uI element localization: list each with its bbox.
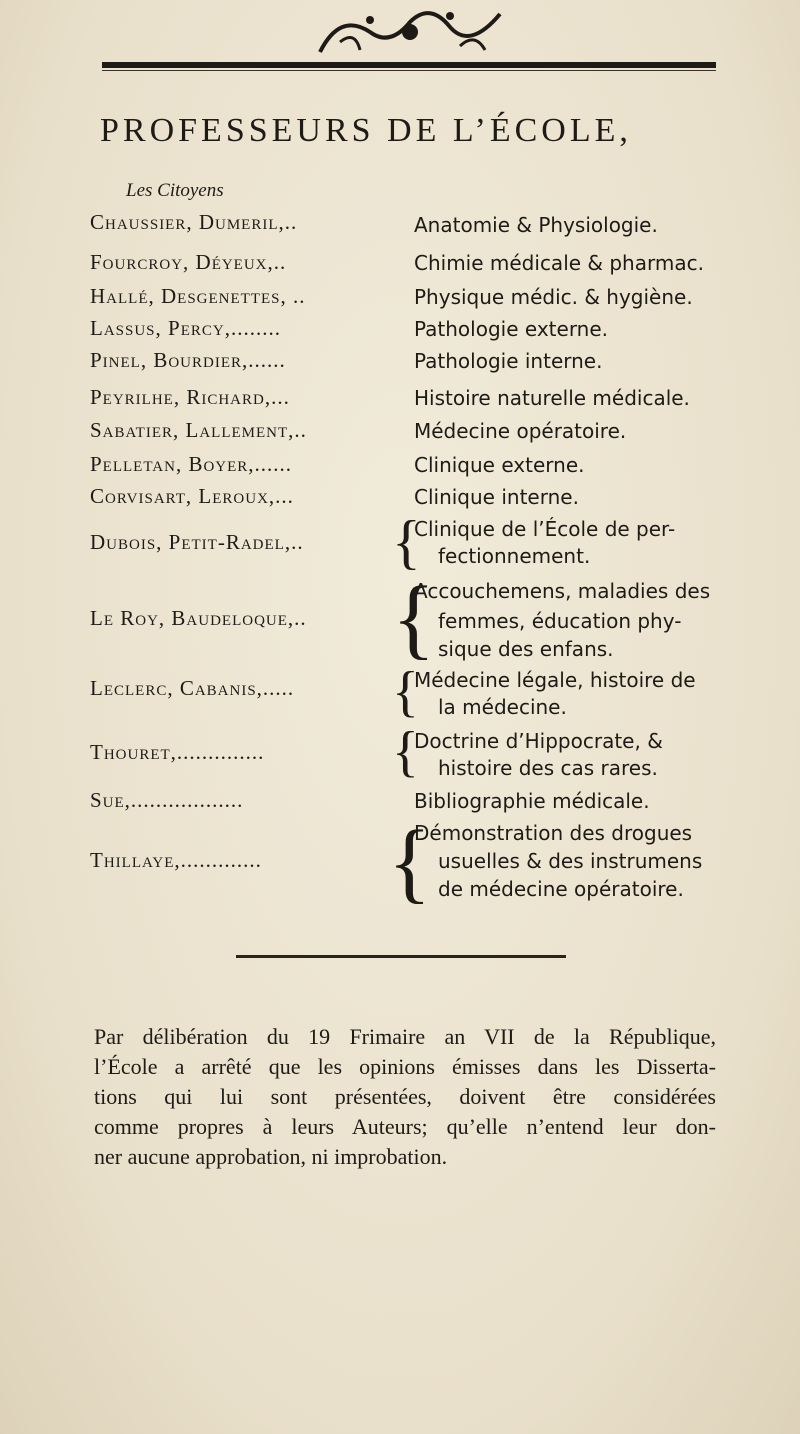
professor-subject: Médecine opératoire. [414,419,627,443]
professor-subject: Médecine légale, histoire de [414,668,696,692]
professor-subject: Démonstration des drogues [414,821,693,845]
professor-subject: Clinique externe. [414,453,585,477]
professor-names: Sue,.................. [90,788,244,812]
professor-subject: fectionnement. [438,544,591,568]
professor-subject: de médecine opératoire. [438,877,684,901]
professor-subject: Histoire naturelle médicale. [414,386,690,410]
professor-subject: Accouchemens, maladies des [414,579,711,603]
professor-names: Hallé, Desgenettes, .. [90,284,306,308]
professor-names: Dubois, Petit-Radel,.. [90,530,304,554]
professor-subject: Anatomie & Physiologie. [414,213,658,237]
professor-subject: la médecine. [438,695,567,719]
professor-subject: Doctrine d’Hippocrate, & [414,729,663,753]
brace-mark: { [392,721,419,783]
professor-names: Pinel, Bourdier,...... [90,348,286,372]
professor-subject: Clinique interne. [414,485,579,509]
professor-subject: Physique médic. & hygiène. [414,285,693,309]
professor-subject: Chimie médicale & pharmac. [414,251,704,275]
intro-text: Les Citoyens [126,180,224,201]
professor-names: Peyrilhe, Richard,... [90,385,290,409]
professor-subject: Bibliographie médicale. [414,789,650,813]
professor-subject: usuelles & des instrumens [438,849,703,873]
professor-names: Pelletan, Boyer,...... [90,452,293,476]
notice-line: Par délibération du 19 Frimaire an VII de la République, [94,1024,716,1049]
brace-mark: { [392,569,436,668]
brace-mark: { [392,661,419,723]
professor-names: Lassus, Percy,........ [90,316,281,340]
professor-subject: Pathologie externe. [414,317,609,341]
professor-names: Leclerc, Cabanis,..... [90,676,295,700]
professor-subject: Clinique de l’École de per- [414,517,676,541]
printer-ornament-icon [300,2,520,60]
section-divider [236,955,566,958]
professor-subject: Pathologie interne. [414,349,603,373]
top-rule [102,62,716,68]
professor-names: Corvisart, Leroux,... [90,484,294,508]
professor-names: Le Roy, Baudeloque,.. [90,606,307,630]
professor-subject: femmes, éducation phy- [438,609,682,633]
notice-line: tions qui lui sont présentées, doivent être considérées [94,1084,716,1109]
professor-subject: sique des enfans. [438,637,614,661]
top-rule-thin [102,70,716,71]
brace-mark: { [392,509,421,575]
notice-line: comme propres à leurs Auteurs; qu’elle n’entend leur don- [94,1114,716,1139]
notice-line: l’École a arrêté que les opinions émisses dans les Disserta- [94,1054,716,1079]
professor-names: Thillaye,............. [90,848,262,872]
brace-mark: { [388,813,432,912]
notice-line: ner aucune approbation, ni improbation. [94,1144,448,1169]
professor-subject: histoire des cas rares. [438,756,658,780]
professor-names: Sabatier, Lallement,.. [90,418,307,442]
professor-names: Thouret,.............. [90,740,265,764]
professor-names: Fourcroy, Déyeux,.. [90,250,287,274]
professor-names: Chaussier, Dumeril,.. [90,210,298,234]
notice-paragraph [94,1022,716,1172]
page-title: PROFESSEURS DE L’ÉCOLE, [100,112,632,149]
